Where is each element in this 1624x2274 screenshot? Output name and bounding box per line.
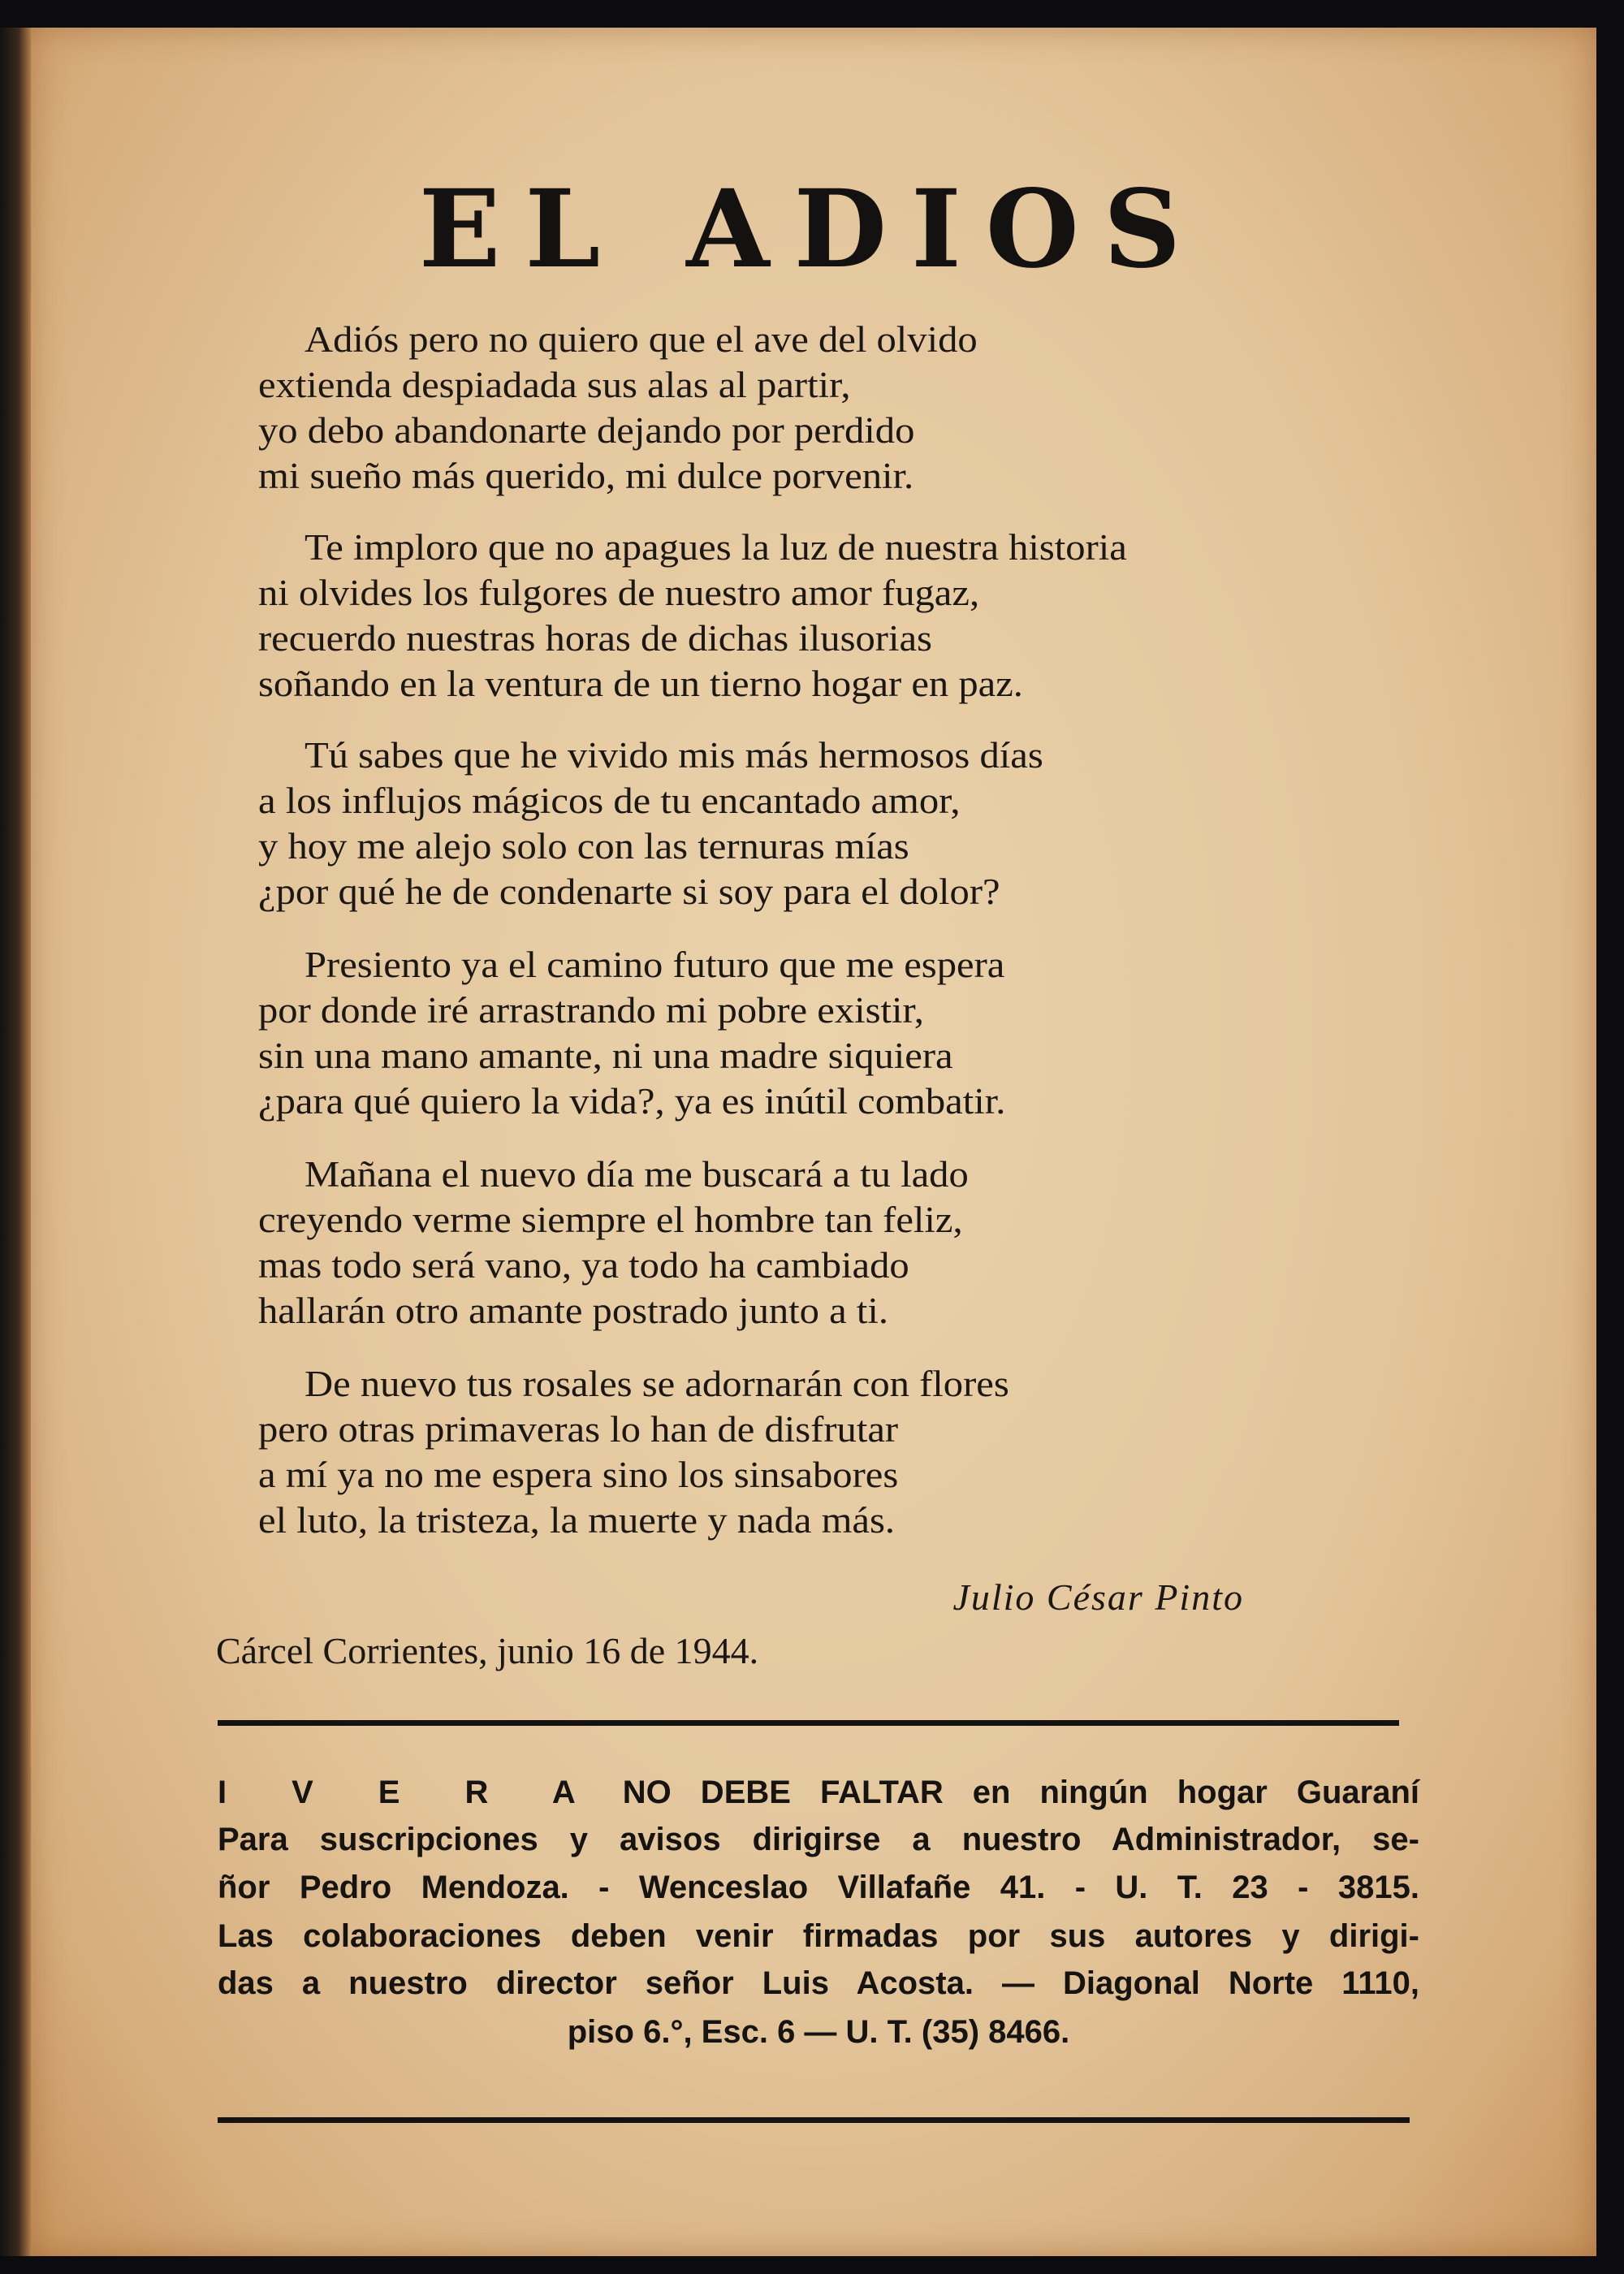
- poem-dateline: Cárcel Corrientes, junio 16 de 1944.: [216, 1630, 759, 1671]
- divider-rule-top: [218, 1720, 1399, 1726]
- poem-line: por donde iré arrastrando mi pobre existir,: [258, 990, 924, 1031]
- poem-line: creyendo verme siempre el hombre tan feliz,: [258, 1200, 963, 1240]
- notice-line-1: [218, 1775, 1419, 1811]
- poem-line: Mañana el nuevo día me buscará a tu lado: [304, 1154, 969, 1195]
- notice-line: Las colaboraciones deben venir firmadas por sus autores y dirigi-: [218, 1918, 1419, 1954]
- poem-line: pero otras primaveras lo han de disfrutar: [258, 1409, 899, 1450]
- notice-line: das a nuestro director señor Luis Acosta. — Diagonal Norte 1110,: [218, 1965, 1419, 2001]
- notice-line: ñor Pedro Mendoza. - Wenceslao Villafañe 41. - U. T. 23 - 3815.: [218, 1870, 1419, 1905]
- poem-line: ni olvides los fulgores de nuestro amor fugaz,: [258, 573, 980, 613]
- notice-line-last: piso 6.°, Esc. 6 — U. T. (35) 8466.: [567, 2014, 1070, 2050]
- poem-line: extienda despiadada sus alas al partir,: [258, 365, 851, 405]
- poem-line: ¿para qué quiero la vida?, ya es inútil combatir.: [258, 1081, 1006, 1122]
- notice-line: Para suscripciones y avisos dirigirse a nuestro Administrador, se-: [218, 1822, 1419, 1857]
- book-spine: [0, 28, 31, 2256]
- poem-line: Te imploro que no apagues la luz de nuestra historia: [304, 527, 1127, 568]
- poem-line: hallarán otro amante postrado junto a ti.: [258, 1290, 889, 1331]
- notice-headline: NO DEBE FALTAR en ningún hogar Guaraní: [622, 1775, 1419, 1810]
- poem-line: recuerdo nuestras horas de dichas ilusorias: [258, 618, 932, 659]
- poem-line: Tú sabes que he vivido mis más hermosos días: [304, 735, 1043, 776]
- poem-line: Adiós pero no quiero que el ave del olvido: [304, 319, 978, 360]
- poem-line: soñando en la ventura de un tierno hogar en paz.: [258, 664, 1023, 704]
- divider-rule-bottom: [218, 2117, 1410, 2123]
- poem-line: sin una mano amante, ni una madre siquiera: [258, 1035, 953, 1076]
- poem-author-signature: Julio César Pinto: [952, 1576, 1244, 1618]
- poem-line: Presiento ya el camino futuro que me espera: [304, 945, 1005, 985]
- poem-line: a mí ya no me espera sino los sinsabores: [258, 1455, 899, 1495]
- poem-line: y hoy me alejo solo con las ternuras mías: [258, 826, 909, 867]
- poem-line: el luto, la tristeza, la muerte y nada más.: [258, 1500, 896, 1541]
- poem-line: De nuevo tus rosales se adornarán con flores: [304, 1364, 1009, 1404]
- poem-line: a los influjos mágicos de tu encantado amor,: [258, 780, 961, 821]
- poem-title: EL ADIOS: [418, 166, 1206, 292]
- poem-line: yo debo abandonarte dejando por perdido: [258, 410, 915, 451]
- magazine-name: I V E R A: [218, 1775, 594, 1810]
- poem-line: mas todo será vano, ya todo ha cambiado: [258, 1245, 909, 1286]
- poem-line: mi sueño más querido, mi dulce porvenir.: [258, 456, 914, 496]
- poem-line: ¿por qué he de condenarte si soy para el dolor?: [258, 871, 1000, 912]
